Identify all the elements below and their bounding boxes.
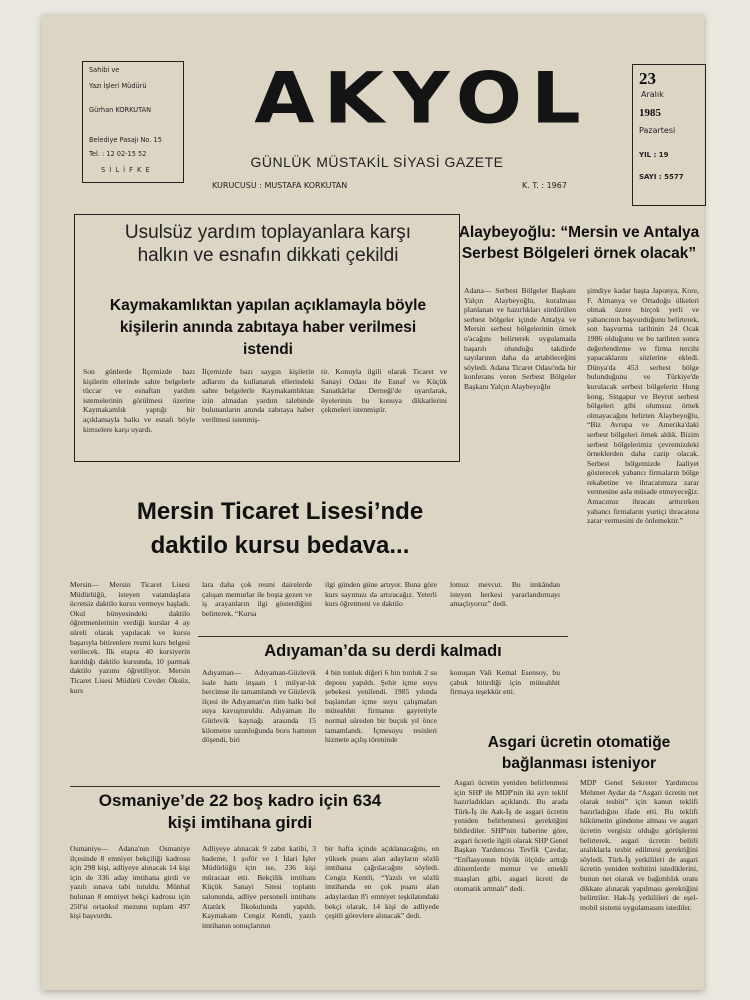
headline: daktilo kursu bedava... xyxy=(150,532,410,559)
article-column: ilgi günden güne artıyor. Buna göre kurs sayımızı da artıracağız. Yeterli kurs öğretmeni ve daktilo xyxy=(325,580,437,609)
headline: Adıyaman’da su derdi kalmadı xyxy=(264,642,502,660)
date-year: 1985 xyxy=(639,107,661,119)
article-column: Adana— Serbest Bölgeler Başkanı Yalçın Alaybeyoğlu, kuralması planlanan ve hazırlıkları sürdürülen serbest bölgeler içinde Antalya ve Mersin serbest bölgelerinin örnek o'acağını belirterek uygulamada başarılı olunduğu takdirde sayılarının daha da artabileceğini söyledi. Adana Ticaret Odası'nda bir konferans veren Serbest Bölgeler Başkanı Yalçın Alaybeyoğlu xyxy=(464,286,576,391)
headline: Asgari ücretin otomatiğe bağlanması isteniyor xyxy=(487,734,671,772)
headline: Mersin Ticaret Lisesi’nde xyxy=(136,498,424,525)
article-column: Adliyeye alınacak 9 zabıt katibi, 3 hademe, 1 şoför ve 1 İdari İşler Müdürlüğü için ise, 236 kişi müracaat etti. Bekçilik imtihanı Küçük Sanayi Sitesi toplantı salonunda, adliye personeli imtihanı Atatürk İlkokulunda yapıldı. Kaymakam Cengiz Kentli, yazılı imtihanın sonuçlarının xyxy=(202,844,316,930)
headline: Usulsüz yardım toplayanlara karşı halkın ve esnafın dikkati çekildi xyxy=(124,222,412,266)
article-column: lara daha çok resmi dairelerde çalışan memurlar ile boşta gezen ve iş arayanların ilgi gösterdiğini belirterek, “Kursa xyxy=(202,580,312,618)
article-column: İlçemizde bazı saygın kişilerin adlarını da kullanarak ellerindeki sahte belgelerle Kaymakamlıktan izin almadan yardım talebinde bulunanların anında zabıtaya haber verilmesi istenmiş- xyxy=(202,367,314,424)
article-column: tir. Konuyla ilgili olarak Ticaret ve Sanayi Odası ile Esnaf ve Küçük Sanatkârlar Derneği'de uyarılarak, üyelerinin bu konuya dikkatlerini çekmeleri istenmiştir. xyxy=(321,367,447,415)
article-column: MDP Genel Sekreter Yardımcısı Mehmet Aydar da “Asgari ücretin net olarak tesbiti” için kanun teklifi hazırladığını ifade etti. Bu teklifi hükümetin gündeme alması ve asgari ücretin vergisiz olduğu görüşlerini belirterek, asgari ücretin belirli aralıklarla tesbit edilmesi gerektiğini söyledi. Türk-İş yetkilileri de asgari ücretin yeniden tesbitini istediklerini, bunun net olarak ve bağımlılık oranı dikkate alınarak yapılması gerektiğini belirttiler. Hak-İş yetkilileri de eşel-mobil sistemi uygulamasını istediler. xyxy=(580,778,698,912)
publisher-line: Gürhan KORKUTAN xyxy=(89,106,152,114)
article-column: Asgari ücretin yeniden belirlenmesi için SHP ile MDP'nin iki ayrı teklif hazırladıkları açıklandı. Bu arada Türk-İş ile Aak-İş de asgari ücretin yeniden belirlenmesi gerektiğini bildirdiler. SHP'nin haberine göre, asgari ücretle ilgili olarak SHP Genel Başkan Yardımcısı Tevfik Çavdar, “Enflasyonun büyük ölçüde arttığı dönemlerde memur ve emekli maaşları gibi, asgari ücreti de otomatik artmalı” dedi. xyxy=(454,778,568,893)
date-month: Aralık xyxy=(641,90,664,99)
publisher-line: Yazı İşleri Müdürü xyxy=(89,82,147,90)
rule-line xyxy=(70,786,440,787)
publisher-info-box xyxy=(82,61,184,183)
publisher-line: Sahibi ve xyxy=(89,66,120,74)
article-column: lomuz mevcut. Bu imkândan isteyen herkesi yararlandırmayı amaçlıyoruz” dedi. xyxy=(450,580,560,609)
publisher-line: Belediye Pasajı No. 15 xyxy=(89,136,162,144)
date-day: 23 xyxy=(639,69,656,88)
headline: Alaybeyoğlu: “Mersin ve Antalya Serbest Bölgeleri örnek olacak” xyxy=(458,224,700,262)
subhead: Kaymakamlıktan yapılan açıklamayla böyle kişilerin anında zabıtaya haber verilmesi istendi xyxy=(109,297,427,358)
publisher-line: Tel. : 12 02-15 52 xyxy=(89,150,147,158)
newspaper-page xyxy=(42,14,704,990)
article-column: konuşan Vali Kemal Esensoy, bu çabuk bitirdiği için müteahhit firmaya teşekkür etti. xyxy=(450,668,560,697)
article-column: Osmaniye— Adana'nın Osmaniye ilçesinde 8 emniyet bekçiliği kadrosu için 298 kişi, adliyeye alınacak 14 kişi için de 336 aday imtihana girdi ve yazılı sınava tabi tutuldu. Münhal bulunan 8 emniyet bekçi kadrosu için 250'si ortaokul mezunu toplam 497 kişi başvurdu. xyxy=(70,844,190,921)
masthead-subtitle: GÜNLÜK MÜSTAKİL SİYASİ GAZETE xyxy=(250,154,504,170)
article-column: Adıyaman— Adıyaman-Güzlevik isale hattı inşaatı 1 milyar-lık hercimse ile tamamlandı ve Güzlevik ilçesi ile Adıyaman'ın tüm halkı bol suya kavuşturuldu. Adıyaman ile Gürlevik kaynağı arasında 15 kilometre uzunluğunda boru hattının döşendi, biri xyxy=(202,668,316,745)
rule-line xyxy=(198,636,568,637)
publisher-line: S İ L İ F K E xyxy=(101,166,151,174)
volume-number: YIL : 19 xyxy=(639,151,669,159)
date-box xyxy=(632,64,706,206)
founder-line: KURUCUSU : MUSTAFA KORKUTAN xyxy=(212,181,348,190)
article-column: Son günlerde İlçemizde bazı kişilerin ellerinde sahte belgelerle tüccar ve esnaftan yardım istemelerinin görülmesi üzerine Kaymakamlık yaptığı bir açıklamayla halkı ve esnafı böyle kimselere karşı uyardı. xyxy=(83,367,195,434)
date-weekday: Pazartesi xyxy=(639,126,676,135)
article-column: Mersin— Mersin Ticaret Lisesi Müdürlüğü, isteyen vatandaşlara ücretsiz daktilo kursu vermeye başladı. Okul bünyesindeki daktilo öğretmenlerinin verdiği kurslar 4 ay süreli olarak yapılacak ve kursu başarıyla bitirenlere resmi kurs belgesi verilecek. İlk etapta 40 kursiyerin katıldığı daktilo kursunda, 10 parmak daktilo yazımı öğretiliyor. Mersin Ticaret Lisesi Müdürü Cevdet Öksüz, kurs xyxy=(70,580,190,695)
headline: Osmaniye’de 22 boş kadro için 634 kişi imtihana girdi xyxy=(98,791,382,832)
article-column: 4 bin tonluk diğeri 6 bin tonluk 2 su deposu yapıldı. Şehir içme suyu şebekesi yenilendi. 1985 yılında başlanılan içme suyu çalışmaları müteahhit firmanın gayretiyle normal süreden bir buçuk yıl önce tamamlandı. İçmesuyu tesisleri hizmete açılış töreninde xyxy=(325,668,437,745)
masthead-title: AKYOL xyxy=(254,58,590,140)
founded-year: K. T. : 1967 xyxy=(522,181,567,190)
issue-number: SAYI : 5577 xyxy=(639,173,684,181)
story-usulsuz-box xyxy=(74,214,460,462)
article-column: bir hafta içinde açıklanacağını, en yüksek puanı alan adayların sözlü imtihana çağrılacağını söyledi. Cengiz Kentli, “Yazılı ve sözlü imtihanda en çok puanı alan adaylardan 8'i emniyet teşkilatındaki bekçi olarak, 14 kişi de adliyede çeşitli görevlere alınacak” dedi. xyxy=(325,844,439,921)
article-column: şimdiye kadar başta Japonya, Kore, F. Almanya ve Ortadoğu ülkeleri olmak üzere birçok yerli ve yabancının başvurduğunu belirterek, son başvurma tarihinin 24 Ocak 1986 olduğunu ve bu tarihten sonra değerlendirme ve firma tercihi yapacaklarını sözlerine ekledi. Dünya'da 453 serbest bölge bulunduğunu ve Türkiye'de kurulacak serbest bölgelerin Hong kong, Singapur ve Beyrut serbest bölgeleri gibi olumsuz örnek olmayacağını belirten Alaybeyoğlu, “Biz Avrupa ve Amerika'daki serbest bölgeleri örnek aldık. Bizim serbest bölgelerimiz çevremizdeki örneklerden daha cazip olacak. Serbest bölgemizde faaliyet gösterecek yabancı firmaların bölge rekabetine ve ihracatımıza zarar vermesine asla müsade etmeyeceğiz. Amacımız ihracatı arttırırken yabancı firmaların yurtiçi ihracatına zarar vermesini de önlemektir.” xyxy=(587,286,699,526)
